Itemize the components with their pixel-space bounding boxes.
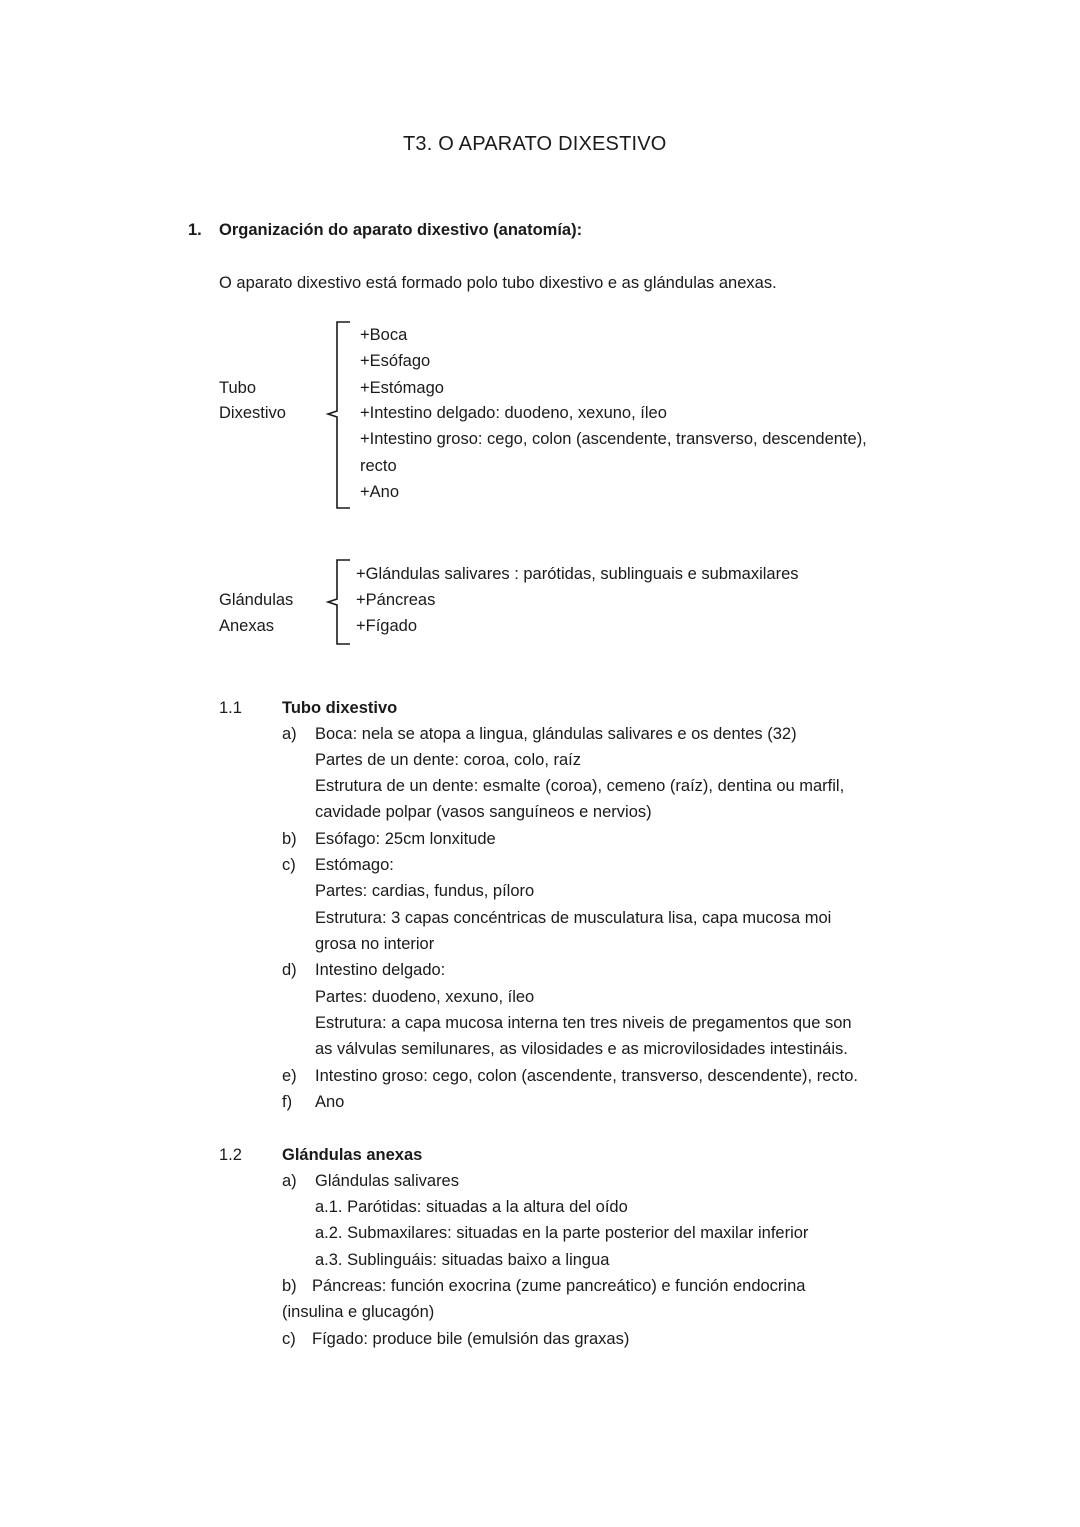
list-item-text: Estómago:	[315, 856, 394, 874]
tubo-item: +Intestino groso: cego, colon (ascendente, transverso, descendente),	[360, 430, 867, 448]
section-heading: Organización do aparato dixestivo (anatomía):	[219, 221, 583, 239]
intro-paragraph: O aparato dixestivo está formado polo tubo dixestivo e as glándulas anexas.	[219, 274, 777, 292]
page-title: T3. O APARATO DIXESTIVO	[403, 133, 667, 155]
list-item-text: Fígado: produce bile (emulsión das graxas)	[312, 1330, 630, 1348]
tubo-item: +Esófago	[360, 352, 431, 370]
tubo-item: +Intestino delgado: duodeno, xexuno, íleo	[360, 404, 667, 422]
glandulas-label-line1: Glándulas	[219, 591, 294, 609]
list-marker: e)	[282, 1067, 297, 1085]
list-item-text: Estrutura de un dente: esmalte (coroa), cemeno (raíz), dentina ou marfil,	[315, 777, 845, 795]
subsection-number: 1.1	[219, 699, 242, 717]
glandulas-item: +Fígado	[356, 617, 418, 635]
list-marker: a)	[282, 725, 297, 743]
tubo-item: +Estómago	[360, 379, 444, 397]
list-item-text: Partes: duodeno, xexuno, íleo	[315, 988, 535, 1006]
list-item-text: Partes: cardias, fundus, píloro	[315, 882, 535, 900]
list-item-text: as válvulas semilunares, as vilosidades e as microvilosidades intestináis.	[315, 1040, 848, 1058]
list-marker: f)	[282, 1093, 293, 1111]
tubo-label-line2: Dixestivo	[219, 404, 286, 422]
subsection-heading: Tubo dixestivo	[282, 699, 398, 717]
glandulas-brace	[320, 558, 350, 646]
glandulas-label-line2: Anexas	[219, 617, 275, 635]
list-item-text: Partes de un dente: coroa, colo, raíz	[315, 751, 581, 769]
list-item-text: Estrutura: 3 capas concéntricas de musculatura lisa, capa mucosa moi	[315, 909, 832, 927]
glandulas-item: +Glándulas salivares : parótidas, sublinguais e submaxilares	[356, 565, 799, 583]
sub-list-item: a.2. Submaxilares: situadas en la parte posterior del maxilar inferior	[315, 1224, 809, 1242]
tubo-brace	[320, 320, 350, 510]
glandulas-item: +Páncreas	[356, 591, 436, 609]
subsection-heading: Glándulas anexas	[282, 1146, 423, 1164]
list-marker: b)	[282, 1277, 297, 1295]
sub-list-item: a.1. Parótidas: situadas a la altura del oído	[315, 1198, 628, 1216]
tubo-item: recto	[360, 457, 397, 475]
subsection-number: 1.2	[219, 1146, 242, 1164]
list-item-text: Páncreas: función exocrina (zume pancreático) e función endocrina	[312, 1277, 806, 1295]
list-item-text: Intestino delgado:	[315, 961, 446, 979]
list-marker: b)	[282, 830, 297, 848]
list-marker: c)	[282, 856, 296, 874]
list-marker: c)	[282, 1330, 296, 1348]
list-marker: a)	[282, 1172, 297, 1190]
list-item-text: Ano	[315, 1093, 345, 1111]
tubo-item: +Ano	[360, 483, 399, 501]
list-item-text: grosa no interior	[315, 935, 435, 953]
list-item-text: Glándulas salivares	[315, 1172, 459, 1190]
list-item-text: Esófago: 25cm lonxitude	[315, 830, 496, 848]
list-item-text: Estrutura: a capa mucosa interna ten tres niveis de pregamentos que son	[315, 1014, 852, 1032]
sub-list-item: a.3. Sublinguáis: situadas baixo a lingua	[315, 1251, 610, 1269]
list-item-continuation: (insulina e glucagón)	[282, 1303, 435, 1321]
tubo-label-line1: Tubo	[219, 379, 256, 397]
list-marker: d)	[282, 961, 297, 979]
list-item-text: cavidade polpar (vasos sanguíneos e nervios)	[315, 803, 652, 821]
list-item-text: Boca: nela se atopa a lingua, glándulas salivares e os dentes (32)	[315, 725, 797, 743]
tubo-item: +Boca	[360, 326, 408, 344]
section-number: 1.	[188, 221, 202, 239]
list-item-text: Intestino groso: cego, colon (ascendente, transverso, descendente), recto.	[315, 1067, 858, 1085]
